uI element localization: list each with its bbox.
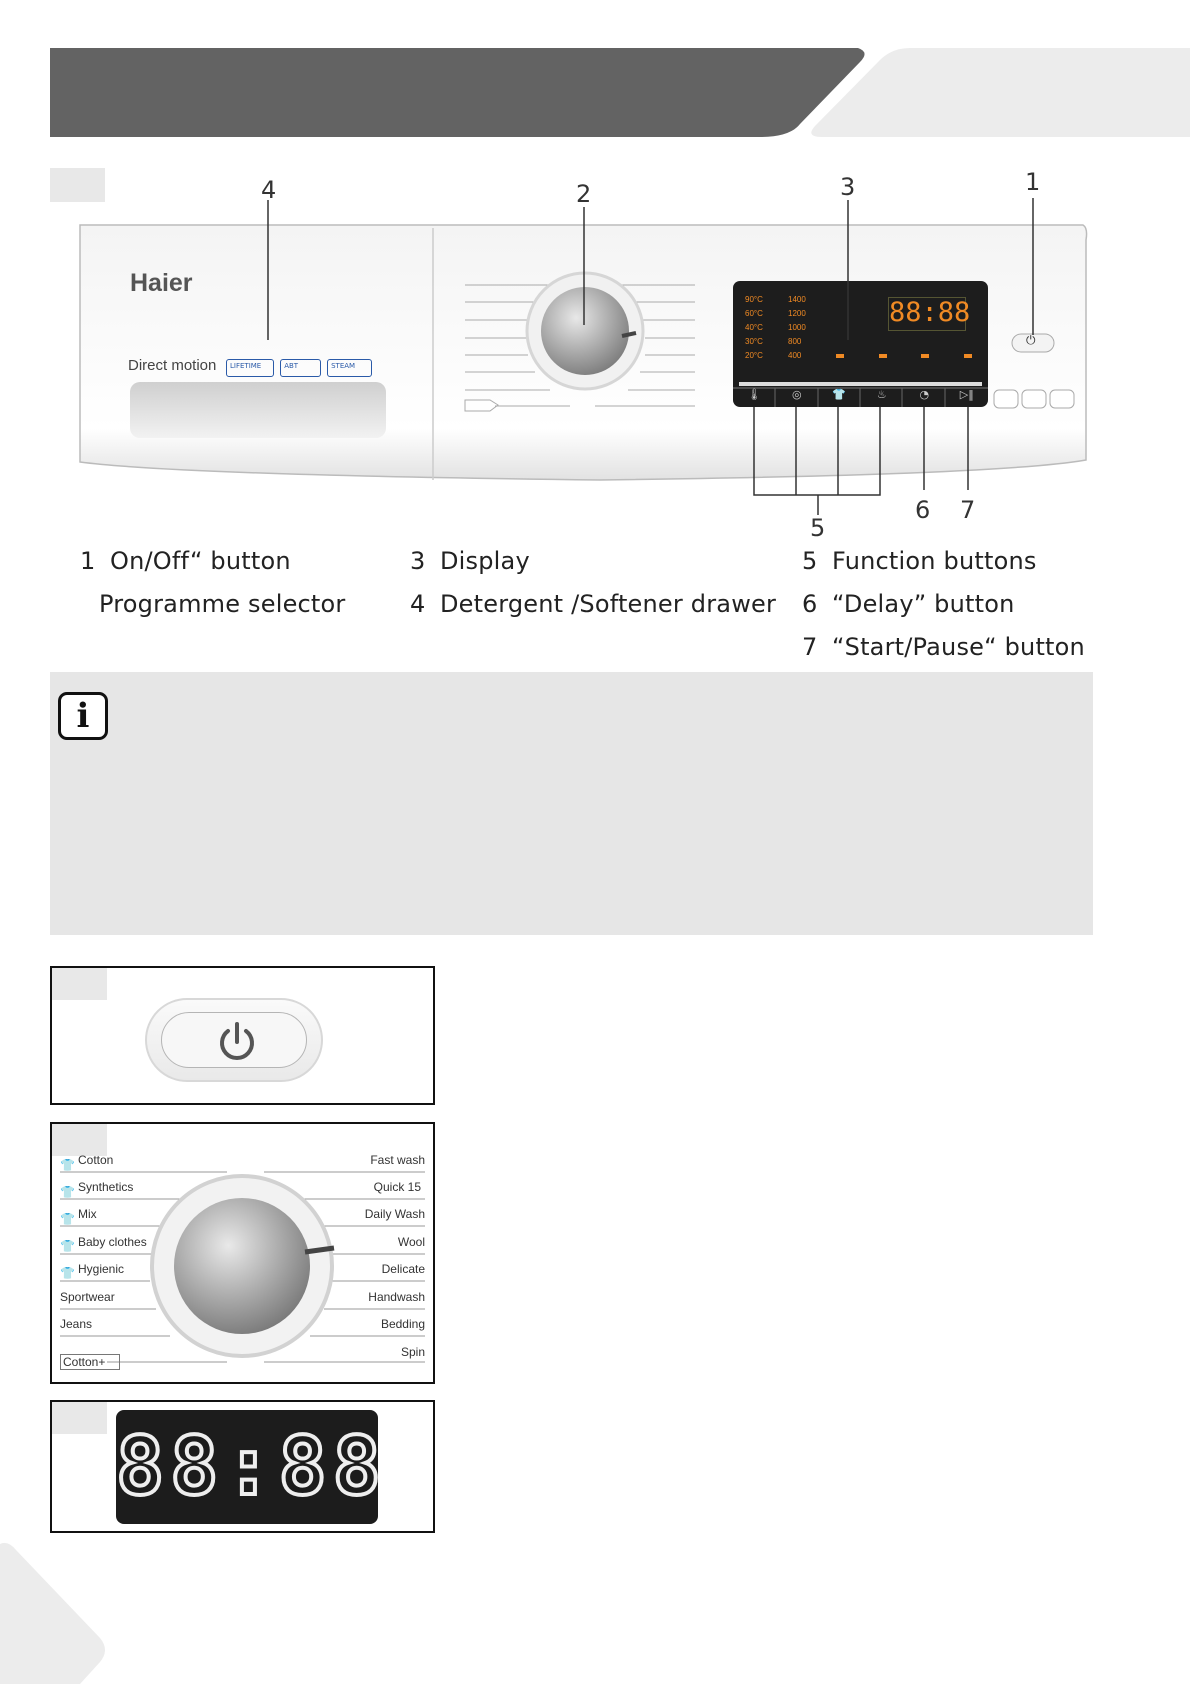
callout-number: 4 [261, 176, 277, 204]
legend-item [802, 633, 1085, 661]
legend-text: On/Off“ button [110, 547, 291, 575]
programme-label: Delicate [381, 1262, 425, 1276]
direct-motion-badge: Direct motion [128, 357, 217, 374]
legend-text: “Start/Pause“ button [832, 633, 1085, 661]
temperature-list [745, 293, 763, 363]
info-note-box [50, 672, 1093, 935]
programme-label: Hygienic [78, 1262, 125, 1276]
feature-badge: LIFETIME [226, 359, 274, 377]
legend-number: 5 [802, 547, 818, 575]
legend-text: Display [440, 547, 530, 575]
programme-label: Baby clothes [78, 1235, 147, 1249]
programme-label: Spin [400, 1345, 425, 1359]
power-button[interactable] [145, 998, 323, 1082]
temperature-label: 60°C [745, 309, 763, 318]
legend-number: 4 [410, 590, 426, 618]
legend-text: Detergent /Softener drawer [440, 590, 777, 618]
control-panel-illustration [0, 150, 1190, 550]
legend-number: 1 [80, 547, 96, 575]
programme-label: Wool [397, 1235, 425, 1249]
temperature-label: 40°C [745, 323, 763, 332]
shirt-icon[interactable]: 👕 [832, 388, 847, 401]
spin-icon[interactable]: ◎ [791, 388, 802, 401]
programme-label: Synthetics [78, 1180, 134, 1194]
legend-item [802, 590, 1015, 618]
spin-speed-label: 800 [788, 337, 802, 346]
feature-badge: STEAM [327, 359, 372, 377]
callout-number: 3 [840, 173, 856, 201]
programme-label: Fast wash [370, 1153, 425, 1167]
function-buttons-row [733, 388, 988, 407]
legend-text: Function buttons [832, 547, 1037, 575]
power-button-figure [50, 966, 435, 1105]
detergent-drawer [130, 382, 386, 438]
display-digits: 88:88 [116, 1420, 387, 1513]
spin-speed-list [788, 293, 806, 363]
legend-text: “Delay” button [832, 590, 1015, 618]
start-pause-icon[interactable]: ▷‖ [959, 388, 974, 401]
figure-tag [52, 968, 107, 1000]
delay-icon[interactable]: ◔ [919, 388, 930, 401]
indicator-leds [836, 354, 972, 358]
legend-item [80, 547, 291, 575]
temperature-label: 90°C [745, 295, 763, 304]
callout-number: 2 [576, 180, 592, 208]
panel-power-icon: ⏻ [1026, 333, 1036, 347]
spin-speed-label: 400 [788, 351, 802, 360]
steam-icon[interactable]: ♨ [876, 388, 887, 401]
legend-item [410, 590, 776, 618]
feature-badge: ABT [280, 359, 321, 377]
figure-tag [52, 1402, 107, 1434]
programme-label: Cotton [78, 1153, 114, 1167]
display-screen [116, 1410, 387, 1524]
power-icon [215, 1020, 259, 1064]
programme-label: Mix [78, 1207, 97, 1221]
callout-number: 6 [915, 496, 931, 524]
temperature-label: 20°C [745, 351, 763, 360]
programme-label: Bedding [380, 1317, 425, 1331]
info-icon: i [58, 692, 108, 740]
spin-speed-label: 1200 [788, 309, 806, 318]
programme-label: Handwash [368, 1290, 425, 1304]
feature-badges [226, 359, 372, 377]
programme-label: Cotton+ [60, 1354, 120, 1370]
shirt-icon: 👕 👕 👕 👕 👕 [60, 1158, 75, 1280]
legend-item [802, 547, 1037, 575]
temperature-label: 30°C [745, 337, 763, 346]
legend-text: Programme selector [99, 590, 346, 618]
programme-selector-figure [50, 1122, 435, 1384]
brand-logo: Haier [130, 269, 193, 297]
header-banner [0, 0, 1190, 150]
callout-number: 5 [810, 514, 826, 542]
legend-item [80, 590, 346, 618]
callout-number: 1 [1025, 168, 1041, 196]
display-figure [50, 1400, 435, 1533]
legend-number: 3 [410, 547, 426, 575]
programme-label: Sportwear [60, 1290, 115, 1304]
callout-number: 7 [960, 496, 976, 524]
programme-label: Quick 15 [373, 1180, 421, 1194]
spin-speed-label: 1000 [788, 323, 806, 332]
spin-speed-label: 1400 [788, 295, 806, 304]
legend-number: 6 [802, 590, 818, 618]
legend-item [410, 547, 530, 575]
legend-number: 7 [802, 633, 818, 661]
thermometer-icon[interactable]: 🌡 [747, 388, 762, 401]
panel-display-digits: 88:88 [888, 297, 966, 331]
corner-decoration [0, 1530, 120, 1684]
programme-label: Daily Wash [364, 1207, 425, 1221]
programme-label: Jeans [60, 1317, 93, 1331]
